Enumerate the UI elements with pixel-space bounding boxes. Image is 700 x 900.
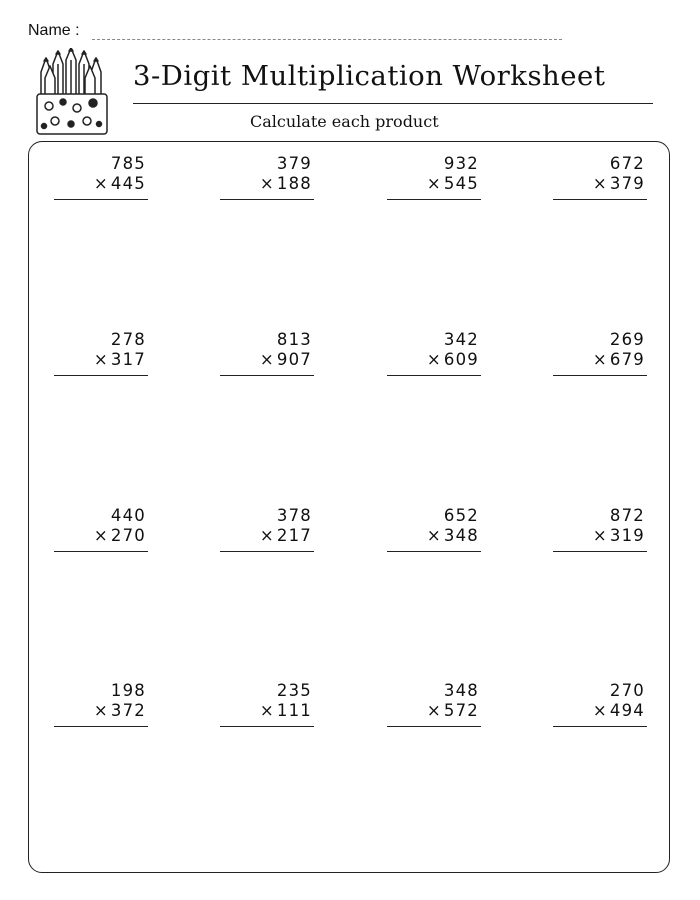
- multiplier: 572: [443, 701, 479, 720]
- times-sign: ×: [592, 701, 608, 720]
- multiplicand: 813: [276, 330, 312, 349]
- times-sign: ×: [259, 350, 275, 369]
- name-field-line: [92, 39, 562, 40]
- multiplication-problem: [54, 154, 148, 200]
- answer-line: [54, 375, 148, 376]
- multiplier-row: [553, 701, 647, 721]
- answer-line: [54, 199, 148, 200]
- multiplier-row: [220, 350, 314, 370]
- multiplier-row: [54, 174, 148, 194]
- worksheet-title: 3-Digit Multiplication Worksheet: [133, 60, 606, 92]
- times-sign: ×: [259, 701, 275, 720]
- multiplicand: 235: [276, 681, 312, 700]
- answer-line: [387, 199, 481, 200]
- times-sign: ×: [259, 174, 275, 193]
- multiplication-problem: [387, 681, 481, 727]
- multiplier-row: [54, 526, 148, 546]
- times-sign: ×: [93, 174, 109, 193]
- times-sign: ×: [592, 174, 608, 193]
- times-sign: ×: [93, 526, 109, 545]
- answer-line: [54, 551, 148, 552]
- answer-line: [220, 375, 314, 376]
- multiplier: 379: [609, 174, 645, 193]
- multiplicand: 379: [276, 154, 312, 173]
- multiplicand: 378: [276, 506, 312, 525]
- answer-line: [387, 375, 481, 376]
- name-row: [28, 22, 568, 42]
- multiplication-problem: [54, 506, 148, 552]
- multiplier: 494: [609, 701, 645, 720]
- multiplication-problem: [220, 330, 314, 376]
- multiplier: 545: [443, 174, 479, 193]
- answer-line: [220, 551, 314, 552]
- multiplication-problem: [387, 154, 481, 200]
- multiplicand: 278: [110, 330, 146, 349]
- multiplicand: 872: [609, 506, 645, 525]
- multiplier: 270: [110, 526, 146, 545]
- multiplier: 372: [110, 701, 146, 720]
- multiplier-row: [387, 526, 481, 546]
- times-sign: ×: [426, 701, 442, 720]
- multiplier: 679: [609, 350, 645, 369]
- multiplier-row: [220, 174, 314, 194]
- times-sign: ×: [426, 526, 442, 545]
- multiplicand: 672: [609, 154, 645, 173]
- multiplication-problem: [553, 154, 647, 200]
- times-sign: ×: [426, 350, 442, 369]
- answer-line: [553, 199, 647, 200]
- times-sign: ×: [592, 350, 608, 369]
- answer-line: [220, 726, 314, 727]
- times-sign: ×: [592, 526, 608, 545]
- answer-line: [553, 375, 647, 376]
- pencil-cup-icon: [33, 48, 111, 138]
- multiplier-row: [387, 701, 481, 721]
- multiplier: 907: [276, 350, 312, 369]
- answer-line: [220, 199, 314, 200]
- multiplication-problem: [220, 681, 314, 727]
- multiplicand: 270: [609, 681, 645, 700]
- multiplicand: 652: [443, 506, 479, 525]
- multiplier-row: [220, 701, 314, 721]
- multiplier: 217: [276, 526, 312, 545]
- multiplication-problem: [387, 506, 481, 552]
- multiplicand: 342: [443, 330, 479, 349]
- times-sign: ×: [93, 701, 109, 720]
- multiplier: 188: [276, 174, 312, 193]
- multiplication-problem: [553, 330, 647, 376]
- multiplication-problem: [387, 330, 481, 376]
- multiplication-problem: [54, 330, 148, 376]
- multiplication-problem: [54, 681, 148, 727]
- answer-line: [387, 726, 481, 727]
- multiplier: 317: [110, 350, 146, 369]
- multiplier: 445: [110, 174, 146, 193]
- times-sign: ×: [426, 174, 442, 193]
- multiplication-problem: [553, 506, 647, 552]
- multiplier-row: [54, 350, 148, 370]
- title-underline: [133, 103, 653, 104]
- multiplication-problem: [553, 681, 647, 727]
- multiplier: 348: [443, 526, 479, 545]
- multiplicand: 440: [110, 506, 146, 525]
- multiplicand: 932: [443, 154, 479, 173]
- answer-line: [387, 551, 481, 552]
- multiplier-row: [54, 701, 148, 721]
- multiplicand: 348: [443, 681, 479, 700]
- multiplier: 609: [443, 350, 479, 369]
- answer-line: [553, 551, 647, 552]
- answer-line: [54, 726, 148, 727]
- multiplier-row: [553, 526, 647, 546]
- multiplier-row: [387, 174, 481, 194]
- multiplicand: 785: [110, 154, 146, 173]
- worksheet-subtitle: Calculate each product: [250, 112, 439, 131]
- multiplier-row: [553, 174, 647, 194]
- multiplier: 111: [276, 701, 312, 720]
- multiplicand: 269: [609, 330, 645, 349]
- multiplier-row: [553, 350, 647, 370]
- name-label: Name :: [28, 22, 80, 39]
- times-sign: ×: [93, 350, 109, 369]
- times-sign: ×: [259, 526, 275, 545]
- multiplication-problem: [220, 506, 314, 552]
- multiplicand: 198: [110, 681, 146, 700]
- multiplier: 319: [609, 526, 645, 545]
- answer-line: [553, 726, 647, 727]
- multiplier-row: [220, 526, 314, 546]
- multiplication-problem: [220, 154, 314, 200]
- multiplier-row: [387, 350, 481, 370]
